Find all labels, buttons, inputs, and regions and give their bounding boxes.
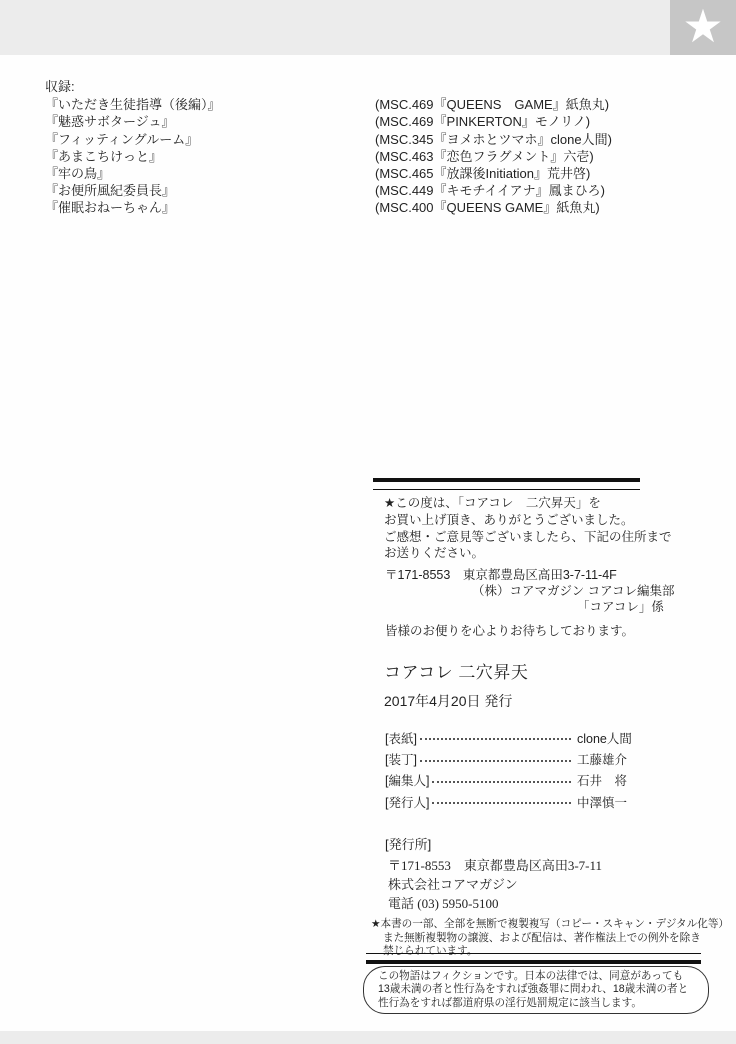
double-rule-bottom [366, 953, 701, 964]
top-bar [0, 0, 736, 55]
credit-value: 石井 将 [577, 774, 628, 789]
thanks-line: ★この度は、「コアコレ 二穴昇天」を [384, 496, 601, 510]
editorial-address-line: 〒171-8553 東京都豊島区高田3-7-11-4F [385, 568, 617, 582]
double-rule-top [373, 478, 640, 490]
publisher-phone: 電話 (03) 5950-5100 [388, 896, 499, 911]
publisher-heading: [発行所] [385, 837, 432, 852]
story-source: (MSC.400『QUEENS GAME』紙魚丸) [375, 200, 600, 216]
story-title: 『魅惑サボタージュ』 [45, 114, 175, 130]
dotted-leader [432, 793, 571, 804]
copyright-line: 禁じられています。 [383, 945, 478, 958]
closing-line: 皆様のお便りを心よりお待ちしております。 [385, 624, 635, 638]
editorial-address-line: （株）コアマガジン コアコレ編集部 [472, 584, 675, 598]
thanks-line: お送りください。 [384, 546, 485, 561]
story-source: (MSC.469『QUEENS GAME』紙魚丸) [375, 97, 610, 113]
list-item [45, 199, 612, 216]
credits-table [385, 727, 665, 813]
credit-value: clone人間 [577, 731, 632, 746]
table-row [385, 791, 665, 812]
story-source: (MSC.465『放課後Initiation』荒井啓) [375, 166, 591, 182]
list-item [45, 113, 612, 130]
credit-label: [発行人] [385, 795, 430, 810]
table-row [385, 748, 665, 769]
table-row [385, 727, 665, 748]
story-source: (MSC.463『恋色フラグメント』六壱) [375, 148, 594, 164]
story-title: 『お便所風紀委員長』 [45, 183, 176, 199]
bottom-bar [0, 1031, 736, 1044]
credit-label: [装丁] [385, 753, 417, 768]
publisher-block [385, 835, 602, 913]
dotted-leader [420, 729, 571, 740]
fiction-disclaimer-box [363, 966, 709, 1014]
thanks-line: お買い上げ頂き、ありがとうございました。 [384, 512, 634, 527]
credit-label: [表紙] [385, 731, 417, 746]
story-source: (MSC.469『PINKERTON』モノリノ) [375, 114, 591, 130]
story-source: (MSC.345『ヨメホとツマホ』clone人間) [375, 131, 612, 147]
dotted-leader [420, 751, 571, 762]
story-source: (MSC.449『キモチイイアナ』鳳まひろ) [375, 183, 605, 199]
contents-list [45, 78, 612, 217]
star-badge [670, 0, 736, 55]
list-item [45, 131, 612, 148]
disclaimer-text: この物語はフィクションです。日本の法律では、同意があっても13歳未満の者と性行為をすれば強姦罪に問われ、18歳未満の者と性行為をすれば都道府県の淫行処罰規定に該当します。 [378, 969, 689, 1009]
list-item [45, 165, 612, 182]
publication-date: 2017年4月20日 発行 [384, 693, 513, 709]
table-row [385, 770, 665, 791]
publisher-name: 株式会社コアマガジン [388, 877, 518, 892]
list-item [45, 148, 612, 165]
credit-label: [編集人] [385, 774, 430, 789]
list-item [45, 182, 612, 199]
contents-heading: 収録: [45, 79, 75, 94]
dotted-leader [432, 772, 571, 783]
copyright-line: ★本書の一部、全部を無断で複製複写（コピー・スキャン・デジタル化等） [371, 918, 730, 930]
thanks-line: ご感想・ご意見等ございましたら、下記の住所まで [384, 529, 672, 544]
thanks-message [384, 495, 672, 562]
star-icon: ★ [682, 0, 724, 52]
editorial-address-line: 「コアコレ」係 [577, 600, 664, 614]
story-title: 『牢の鳥』 [45, 166, 111, 182]
credit-value: 工藤雄介 [577, 753, 628, 768]
story-title: 『いただき生徒指導（後編）』 [45, 97, 221, 113]
credit-value: 中澤慎一 [577, 795, 628, 810]
story-title: 『あまこちけっと』 [45, 148, 163, 164]
story-title: 『フィッティングルーム』 [45, 131, 199, 147]
copyright-line: また無断複製物の譲渡、および配信は、著作権法上での例外を除き [383, 931, 701, 944]
publisher-address: 〒171-8553 東京都豊島区高田3-7-11 [388, 858, 603, 873]
list-item [45, 96, 612, 113]
story-title: 『催眠おねーちゃん』 [45, 200, 176, 216]
book-title: コアコレ 二穴昇天 [384, 663, 529, 682]
